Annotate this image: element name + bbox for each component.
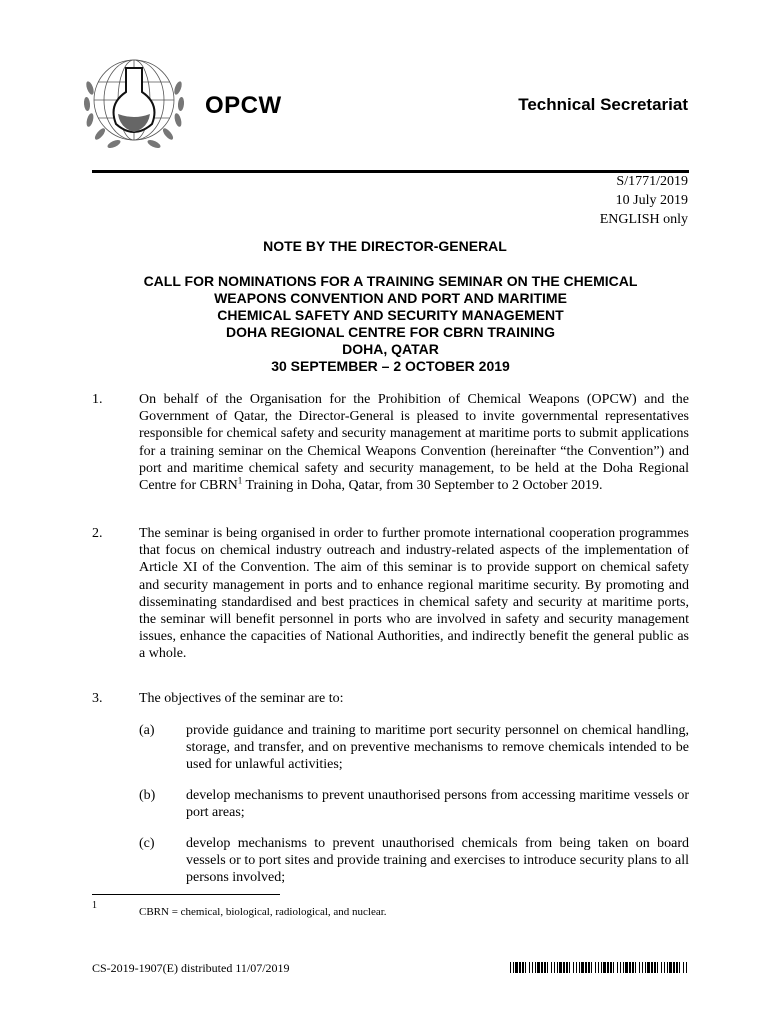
paragraph-2 [92,525,689,663]
opcw-emblem-logo [78,48,190,160]
paragraph-text: The seminar is being organised in order to further promote international cooperation programmes that focus on chemical industry outreach and industry-related aspects of the implementation of Article XI of the Convention. The aim of this seminar is to provide support on chemical safety and security management in ports and to enhance regional maritime security. By promoting and disseminating standardised and best practices in chemical safety and security at maritime ports, the seminar will benefit personnel in ports who are involved in safety and security management issues, enhance the capacities of National Authorities, and indirectly benefit the general public as a whole. [139,526,689,662]
paragraph-text: The objectives of the seminar are to: [139,691,344,706]
paragraph-text [139,391,689,494]
document-date: 10 July 2019 [615,193,688,208]
distribution-id: CS-2019-1907(E) distributed 11/07/2019 [92,961,290,975]
paragraph-1 [92,391,689,494]
paragraph-number: 3. [92,691,103,706]
note-title: NOTE BY THE DIRECTOR-GENERAL [263,238,507,254]
document-number: S/1771/2019 [616,174,688,189]
paragraph-text-part: On behalf of the Organisation for the Prohibition of Chemical Weapons (OPCW) and the Government of Qatar, the Director-General is pleased to invite governmental representatives responsible for chemical safety and security management at maritime ports to submit applications for a training seminar on the Chemical Weapons Convention (hereinafter “the Convention”) and port and maritime chemical safety and security management, to be held at the Doha Regional Centre for CBRN [139,392,689,494]
title-line: DOHA REGIONAL CENTRE FOR CBRN TRAINING [226,324,555,340]
objective-text: develop mechanisms to prevent unauthorised persons from accessing maritime vessels or port areas; [186,788,689,821]
objective-label: (a) [139,723,155,738]
document-language: ENGLISH only [599,212,688,227]
objective-item-a [139,722,689,774]
objective-label: (c) [139,836,155,851]
organisation-name: OPCW [205,92,282,119]
document-reference-block [600,172,688,229]
paragraph-number: 2. [92,526,103,541]
objective-text: provide guidance and training to maritime port security personnel on chemical handling, storage, and transfer, and on preventive mechanisms to remove chemicals intended to be used for unlawful activities; [186,723,689,773]
paragraph-3 [92,690,689,707]
paragraph-number: 1. [92,392,103,407]
title-line: WEAPONS CONVENTION AND PORT AND MARITIME [214,290,567,306]
footnote-text: CBRN = chemical, biological, radiological, and nuclear. [139,906,387,918]
objective-item-c [139,835,689,887]
footnote-number: 1 [92,900,97,911]
paragraph-text-part: Training in Doha, Qatar, from 30 September to 2 October 2019. [242,478,603,494]
footnote-divider [92,894,280,895]
title-line: 30 SEPTEMBER – 2 OCTOBER 2019 [271,358,510,374]
footnote-reference[interactable]: 1 [237,475,243,486]
barcode-icon [510,962,688,973]
objective-label: (b) [139,788,156,803]
objective-text: develop mechanisms to prevent unauthorised chemicals from being taken on board vessels or to port sites and provide training and exercises to introduce security plans to all persons involved; [186,836,689,886]
title-line: DOHA, QATAR [342,341,439,357]
title-line: CHEMICAL SAFETY AND SECURITY MANAGEMENT [217,307,564,323]
objective-item-b [139,787,689,821]
secretariat-label: Technical Secretariat [518,95,688,114]
document-title [92,273,689,375]
title-line: CALL FOR NOMINATIONS FOR A TRAINING SEMINAR ON THE CHEMICAL [143,273,638,289]
